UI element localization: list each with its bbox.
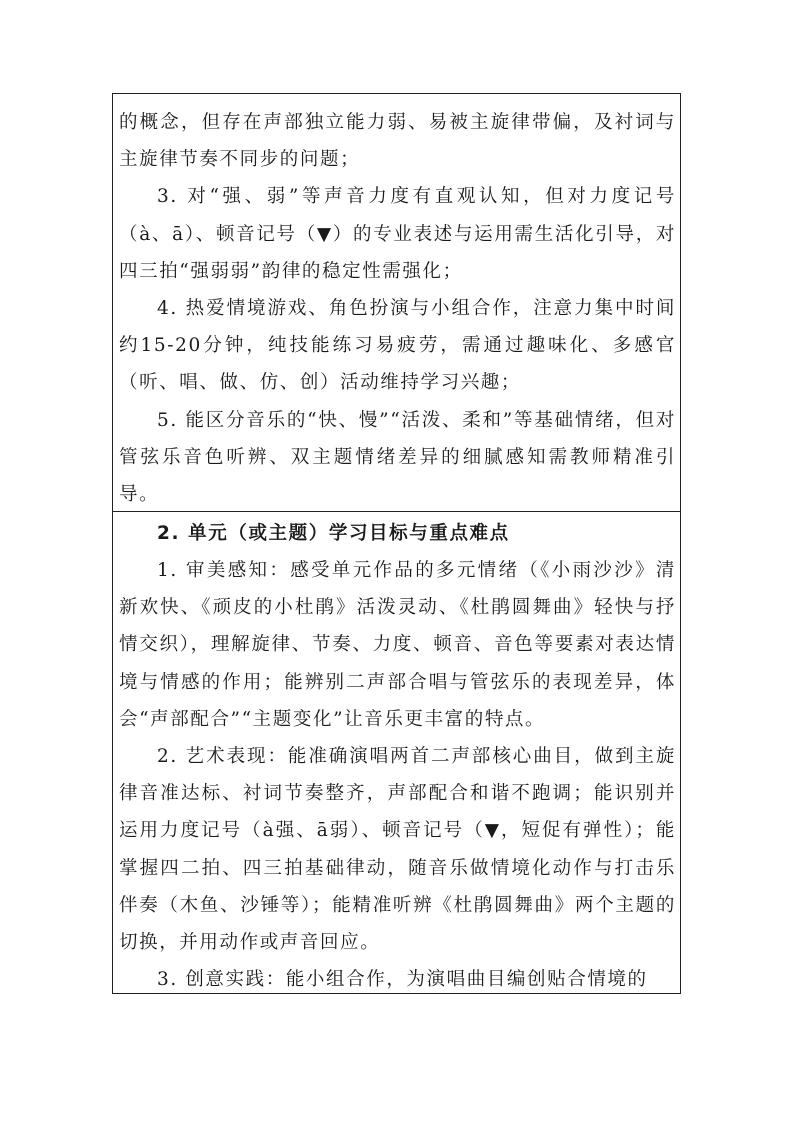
student-analysis-cell	[113, 94, 680, 512]
student-analysis-content	[119, 94, 676, 513]
paragraph-point-4: 4. 热爱情境游戏、角色扮演与小组合作，注意力集中时间约15-20分钟，纯技能练习易疲劳，需通过趣味化、多感官（听、唱、做、仿、创）活动维持学习兴趣；	[119, 298, 676, 394]
objective-artistic-expression: 2. 艺术表现：能准确演唱两首二声部核心曲目，做到主旋律音准达标、衬词节奏整齐，声部配合和谐不跑调；能识别并运用力度记号（à强、ā弱）、顿音记号（▼，短促有弹性）；能掌握四二拍、四三拍基础律动，随音乐做情境化动作与打击乐伴奏（木鱼、沙锤等）；能精准听辨《杜鹃圆舞曲》两个主题的切换，并用动作或声音回应。	[119, 746, 676, 954]
paragraph-point-3: 3. 对“强、弱”等声音力度有直观认知，但对力度记号（à、ā）、顿音记号（▼）的专业表述与运用需生活化引导，对四三拍“强弱弱”韵律的稳定性需强化；	[119, 186, 676, 282]
learning-objectives-cell	[113, 512, 680, 993]
paragraph-continuation: 的概念，但存在声部独立能力弱、易被主旋律带偏，及衬词与主旋律节奏不同步的问题；	[119, 112, 676, 171]
objective-creative-practice: 3. 创意实践：能小组合作，为演唱曲目编创贴合情境的	[157, 969, 648, 991]
section-heading: 2. 单元（或主题）学习目标与重点难点	[157, 523, 510, 544]
document-table	[112, 93, 681, 994]
paragraph-point-5: 5. 能区分音乐的“快、慢”“活泼、柔和”等基础情绪，但对管弦乐音色听辨、双主题情绪差异的细腻感知需教师精准引导。	[119, 409, 676, 506]
objective-aesthetic-perception: 1. 审美感知：感受单元作品的多元情绪（《小雨沙沙》清新欢快、《顽皮的小杜鹃》活泼灵动、《杜鹃圆舞曲》轻快与抒情交织），理解旋律、节奏、力度、顿音、音色等要素对表达情境与情感的作用；能辨别二声部合唱与管弦乐的表现差异，体会“声部配合”“主题变化”让音乐更丰富的特点。	[119, 560, 676, 730]
